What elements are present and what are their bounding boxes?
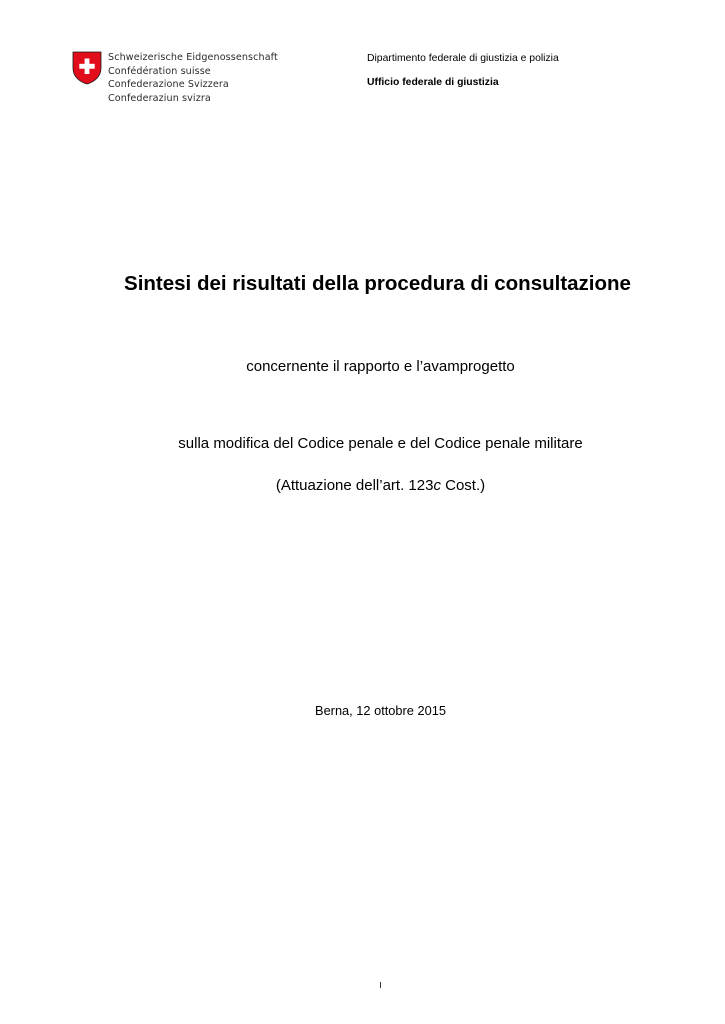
subtitle-report: concernente il rapporto e l’avamprogetto: [246, 358, 515, 375]
confederation-name-fr: Confédération suisse: [108, 65, 211, 77]
subtitle-implementation: [0, 477, 725, 494]
department-name: Dipartimento federale di giustizia e polizia: [367, 53, 559, 64]
confederation-name-rm: Confederaziun svizra: [108, 92, 211, 104]
document-title: Sintesi dei risultati della procedura di consultazione: [124, 272, 631, 295]
subtitle-implementation-end: Cost.): [440, 477, 486, 494]
swiss-coat-of-arms-icon: [72, 51, 102, 85]
subtitle-implementation-start: (Attuazione dell’art. 123: [275, 477, 434, 494]
confederation-names: [108, 51, 278, 105]
office-name: Ufficio federale di giustizia: [367, 77, 499, 88]
confederation-name-de: Schweizerische Eidgenossenschaft: [108, 52, 278, 63]
subtitle-amendment: sulla modifica del Codice penale e del Codice penale militare: [178, 435, 583, 452]
confederation-name-it: Confederazione Svizzera: [108, 79, 229, 91]
subtitle-implementation-italic: c: [433, 477, 441, 494]
page-number: I: [379, 980, 382, 990]
document-date: Berna, 12 ottobre 2015: [315, 703, 446, 718]
